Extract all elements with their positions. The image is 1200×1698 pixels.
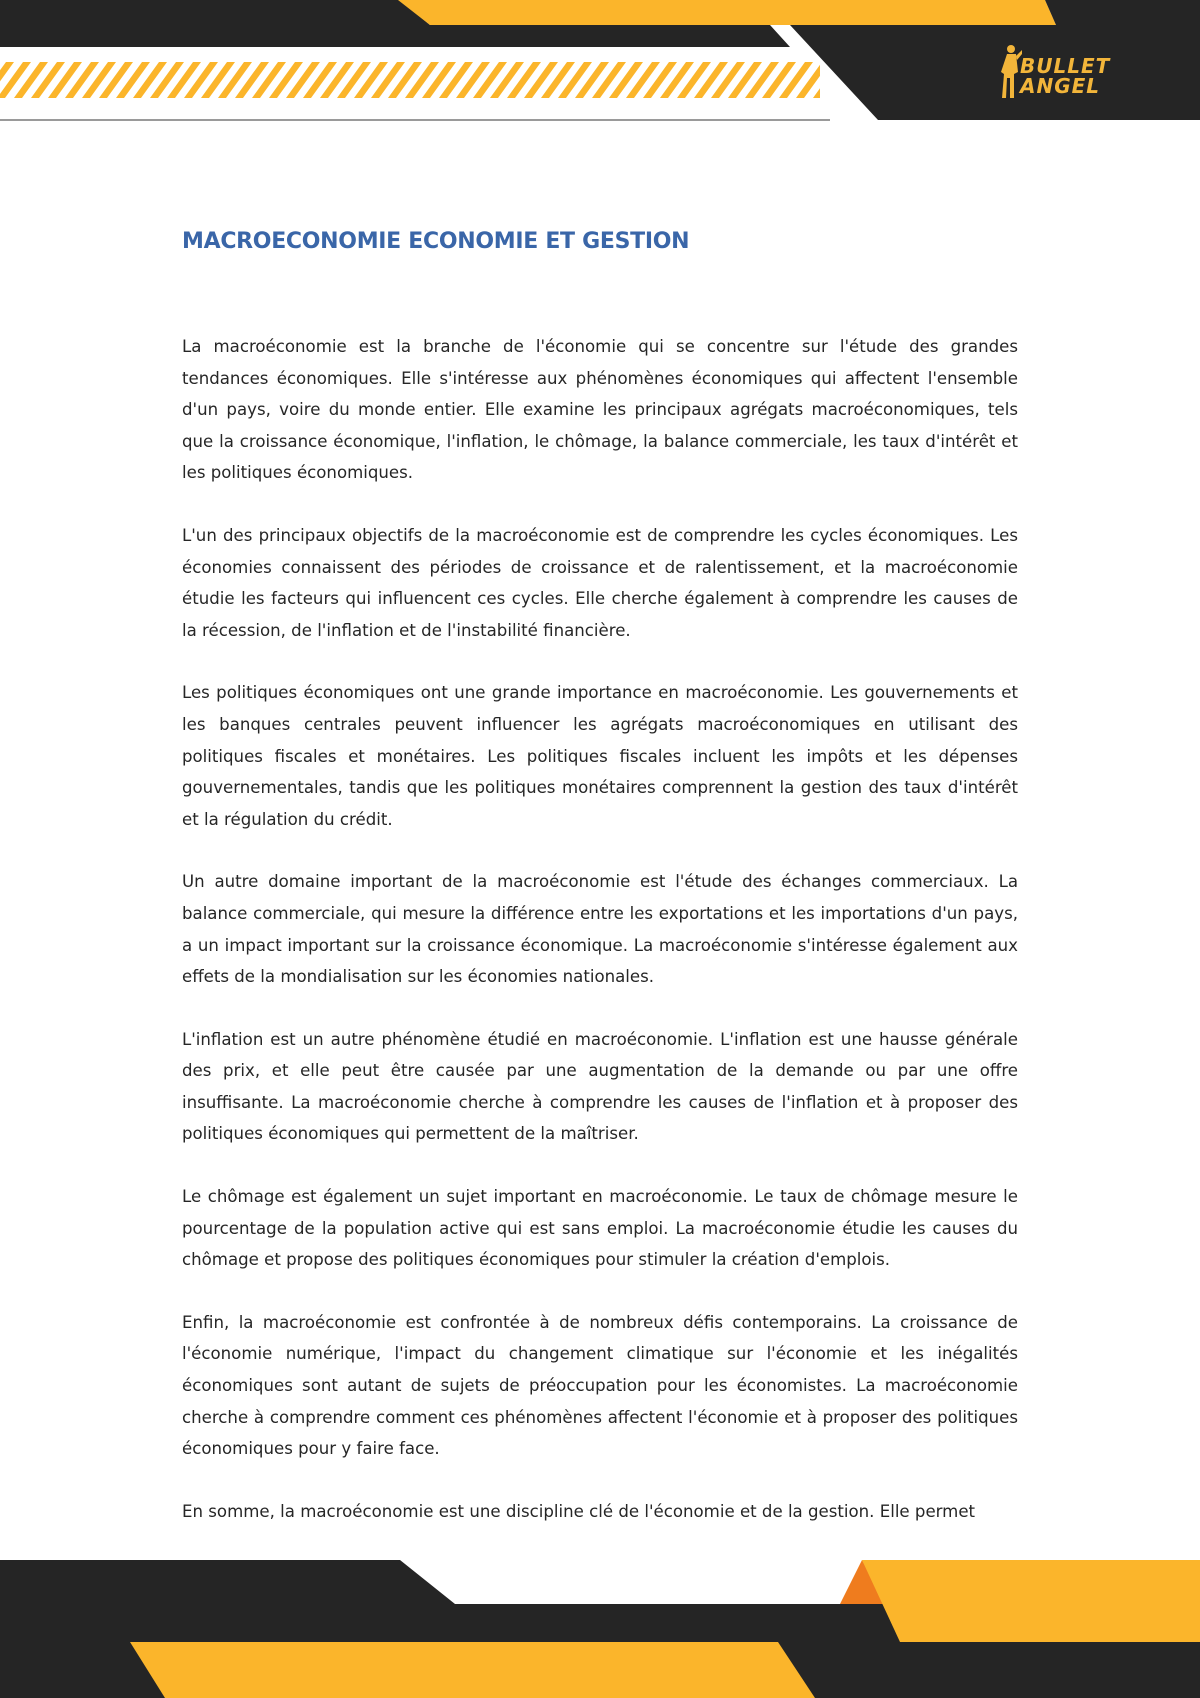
hazard-stripe bbox=[507, 62, 541, 98]
hazard-stripe bbox=[99, 62, 133, 98]
logo-text-angel: ANGEL bbox=[1020, 74, 1101, 98]
hazard-stripe bbox=[728, 62, 762, 98]
paragraph-8: En somme, la macroéconomie est une discipline clé de l'économie et de la gestion. Elle permet bbox=[182, 1501, 976, 1521]
document-body bbox=[182, 222, 1018, 1558]
hazard-stripe bbox=[609, 62, 643, 98]
hazard-stripe bbox=[796, 62, 830, 98]
hazard-stripe bbox=[82, 62, 116, 98]
bullet-angel-logo bbox=[998, 44, 1148, 102]
hazard-stripe bbox=[65, 62, 99, 98]
hazard-stripe bbox=[575, 62, 609, 98]
paragraph-6: Le chômage est également un sujet important en macroéconomie. Le taux de chômage mesure le pourcentage de la population active qui est sans emploi. La macroéconomie étudie les causes du chômage et propose des politiques économiques pour stimuler la création d'emplois. bbox=[182, 1187, 1018, 1270]
logo-text-bullet: BULLET bbox=[1020, 54, 1111, 78]
paragraph-4: Un autre domaine important de la macroéconomie est l'étude des échanges commerciaux. La balance commerciale, qui mesure la différence entre les exportations et les importations d'un pays, a un impact important sur la croissance économique. La macroéconomie s'intéresse également aux effets de la mondialisation sur les économies nationales. bbox=[182, 872, 1018, 987]
header-rule bbox=[0, 119, 830, 121]
angel-figure-icon bbox=[998, 44, 1022, 100]
paragraph-1: La macroéconomie est la branche de l'économie qui se concentre sur l'étude des grandes tendances économiques. Elle s'intéresse aux phénomènes économiques qui affectent l'ensemble d'un pays, voire du monde entier. Elle examine les principaux agrégats macroéconomiques, tels que la croissance économique, l'inflation, le chômage, la balance commerciale, les taux d'intérêt et les politiques économiques. bbox=[182, 337, 1018, 483]
paragraph-3: Les politiques économiques ont une grande importance en macroéconomie. Les gouvernements et les banques centrales peuvent influencer les agrégats macroéconomiques en utilisant des politiques fiscales et monétaires. Les politiques fiscales incluent les impôts et les dépenses gouvernementales, tandis que les politiques monétaires comprennent la gestion des taux d'intérêt et la régulation du crédit. bbox=[182, 683, 1018, 829]
hazard-stripe bbox=[626, 62, 660, 98]
paragraph-5: L'inflation est un autre phénomène étudié en macroéconomie. L'inflation est une hausse générale des prix, et elle peut être causée par une augmentation de la demande ou par une offre insuffisante. La macroéconomie cherche à comprendre les causes de l'inflation et à proposer des politiques économiques qui permettent de la maîtriser. bbox=[182, 1029, 1018, 1144]
hazard-stripe bbox=[541, 62, 575, 98]
hazard-stripe bbox=[677, 62, 711, 98]
hazard-stripe bbox=[762, 62, 796, 98]
hazard-stripe bbox=[524, 62, 558, 98]
hazard-stripe bbox=[779, 62, 813, 98]
hazard-stripe bbox=[660, 62, 694, 98]
hazard-stripe bbox=[31, 62, 65, 98]
paragraph-2: L'un des principaux objectifs de la macroéconomie est de comprendre les cycles économiques. Les économies connaissent des périodes de croissance et de ralentissement, et la macroéconomie étudie les facteurs qui influencent ces cycles. Elle cherche également à comprendre les causes de la récession, de l'inflation et de l'instabilité financière. bbox=[182, 525, 1018, 640]
hazard-stripe bbox=[745, 62, 779, 98]
hazard-stripe bbox=[48, 62, 82, 98]
document-text bbox=[182, 331, 1018, 1527]
hazard-stripe bbox=[558, 62, 592, 98]
document-title: MACROECONOMIE ECONOMIE ET GESTION bbox=[182, 229, 690, 254]
header-yellow-band bbox=[398, 0, 1056, 25]
footer-decoration bbox=[0, 1556, 1200, 1698]
hazard-stripe bbox=[592, 62, 626, 98]
hazard-stripes bbox=[0, 62, 847, 98]
footer-yellow-strip bbox=[130, 1642, 815, 1698]
hazard-stripe bbox=[694, 62, 728, 98]
hazard-stripe bbox=[643, 62, 677, 98]
footer-white-wedge bbox=[395, 1556, 905, 1604]
footer-yellow-block bbox=[862, 1560, 1200, 1642]
hazard-stripe bbox=[711, 62, 745, 98]
paragraph-7: Enfin, la macroéconomie est confrontée à de nombreux défis contemporains. La croissance de l'économie numérique, l'impact du changement climatique sur l'économie et les inégalités économiques sont autant de sujets de préoccupation pour les économistes. La macroéconomie cherche à comprendre comment ces phénomènes affectent l'économie et à proposer des politiques économiques pour y faire face. bbox=[182, 1312, 1018, 1459]
